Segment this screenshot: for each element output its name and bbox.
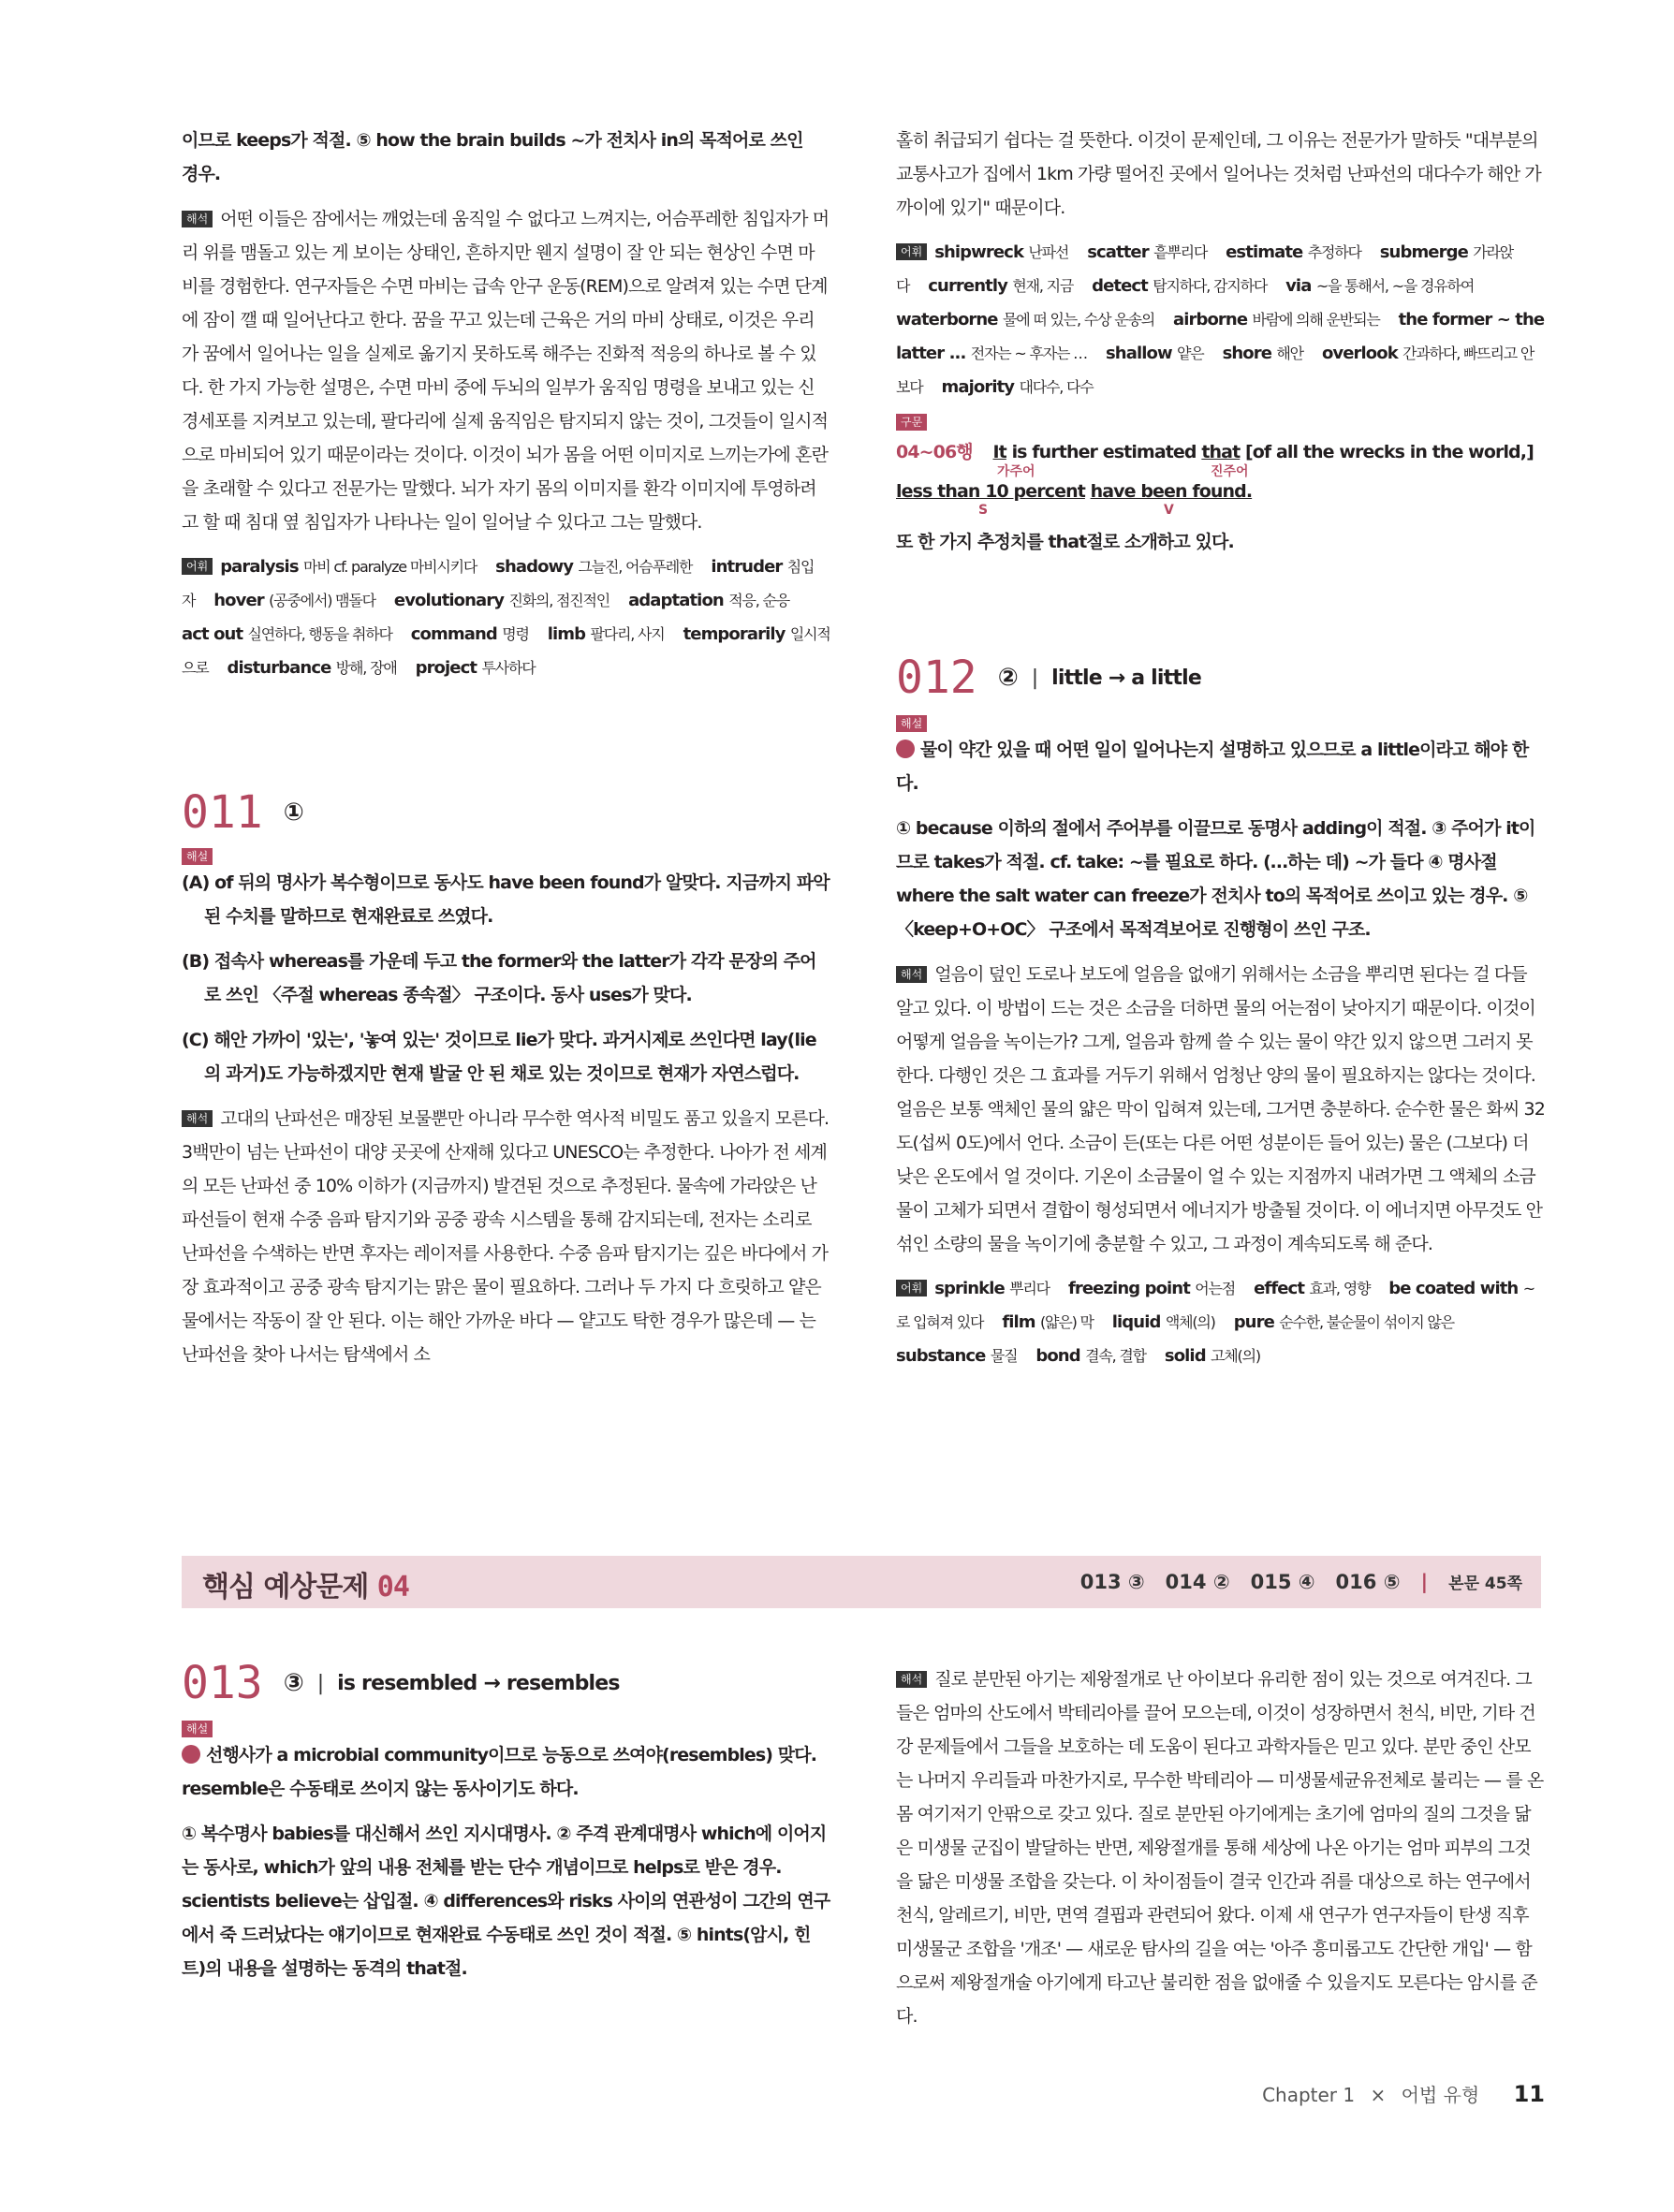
- banner-answers: [1060, 1570, 1522, 1593]
- question-number: 013: [182, 1657, 263, 1709]
- vocab-list: [896, 1272, 1545, 1373]
- vocab-meaning: 마비 cf. paralyze 마비시키다: [303, 558, 477, 576]
- vocab-word: majority: [941, 377, 1020, 397]
- vocab-word: overlook: [1321, 344, 1403, 363]
- vocab-word: the former ~ the latter ...: [896, 310, 1545, 363]
- translation-text: 얼음이 덮인 도로나 보도에 얼음을 없애기 위해서는 소금을 뿌리면 된다는 걸 다들 알고 있다. 이 방법이 드는 것은 소금을 더하면 물의 어는점이 낮아지기 때문이다. 이것이 어떻게 얼음을 녹이는가? 그게, 얼음과 함께 쓸 수 있는 물이 약간 있지 않으면 그러지 못한다. 다행인 것은 그 효과를 거두기 위해서 엄청난 양의 물이 필요하지는 않다는 것이다. 얼음은 보통 액체인 물의 얇은 막이 입혀져 있는데, 그거면 충분하다. 순수한 물은 화씨 32도(섭씨 0도)에서 언다. 소금이 든(또는 다른 어떤 성분이든 들어 있는) 물은 (그보다) 더 낮은 온도에서 얼 것이다. 기온이 소금물이 얼 수 있는 지점까지 내려가면 그 액체의 소금물이 고체가 되면서 결합이 형성되면서 에너지가 방출될 것이다. 이 에너지면 아무것도 안 섞인 소량의 물을 녹이기에 충분할 수 있고, 그 과정이 계속되도록 해 준다.: [896, 964, 1545, 1254]
- vocab-meaning: 결속, 결합: [1085, 1347, 1146, 1365]
- vocab-word: paralysis: [220, 557, 304, 577]
- vocab-word: shadowy: [495, 557, 579, 577]
- vocab-meaning: 얕은: [1177, 344, 1204, 362]
- vocab-meaning: 명령: [502, 625, 529, 643]
- grammar-verb-phrase: is further estimated: [1011, 442, 1197, 462]
- answer-mark: ③: [283, 1669, 304, 1697]
- question-header: 012 ② | little → a little: [896, 652, 1201, 704]
- vocab-meaning: 추정하다: [1307, 243, 1361, 261]
- vocab-word: effect: [1254, 1279, 1310, 1298]
- answer-circle-icon: [182, 1745, 200, 1764]
- vocab-word: project: [415, 658, 482, 678]
- grammar-verb: have been found.: [1090, 481, 1253, 502]
- vocab-meaning: 고체(의): [1211, 1347, 1260, 1365]
- vocab-word: pure: [1233, 1312, 1280, 1332]
- banner-answer-item: 015 ④: [1250, 1571, 1315, 1593]
- translation-text: 어떤 이들은 잠에서는 깨었는데 움직일 수 없다고 느껴지는, 어슴푸레한 침입자가 머리 위를 맴돌고 있는 게 보이는 상태인, 흔하지만 웬지 설명이 잘 안 되는 현상인 수면 마비를 경험한다. 연구자들은 수면 마비는 급속 안구 운동(REM)으로 알려져 있는 수면 단계에 잠이 깰 때 일어난다고 한다. 꿈을 꾸고 있는데 근육은 거의 마비 상태로, 이것은 우리가 꿈에서 일어나는 일을 실제로 옮기지 못하도록 해주는 진화적 적응의 하나로 볼 수 있다. 한 가지 가능한 설명은, 수면 마비 중에 두뇌의 일부가 움직임 명령을 보내고 있는 신경세포를 지켜보고 있는데, 팔다리에 실제 움직임은 탐지되지 않는 것이, 그것들이 일시적으로 마비되어 있기 때문이라는 것이다. 이것이 뇌가 몸을 어떤 이미지로 느끼는가에 혼란을 초래할 수 있다고 전문가는 말했다. 뇌가 자기 몸의 이미지를 환각 이미지에 투영하려고 할 때 침대 옆 침입자가 나타나는 일이 일어날 수 있다고 그는 말했다.: [182, 209, 830, 533]
- question-013-translation: [896, 1663, 1545, 2033]
- label-v: V: [1164, 503, 1174, 518]
- page-number: 11: [1513, 2081, 1545, 2107]
- question-012: [896, 650, 1545, 1373]
- vocab-word: submerge: [1379, 242, 1474, 262]
- vocab-meaning: 물질: [990, 1347, 1018, 1365]
- vocab-word: adaptation: [628, 591, 729, 610]
- vocab-meaning: 난파선: [1028, 243, 1069, 261]
- question-header: [182, 784, 830, 841]
- prev-explanation-line: 이므로 keeps가 적절. ⑤ how the brain builds ~가 전치사 in의 목적어로 쓰인: [182, 130, 803, 151]
- vocab-word: shallow: [1105, 344, 1178, 363]
- vocab-word: be coated with: [1388, 1279, 1523, 1298]
- translation-paragraph: [182, 202, 830, 539]
- translation-text: 고대의 난파선은 매장된 보물뿐만 아니라 무수한 역사적 비밀도 품고 있을지 모른다. 3백만이 넘는 난파선이 대양 곳곳에 산재해 있다고 UNESCO는 추정한다. 나아가 전 세계의 모든 난파선 중 10% 이하가 (지금까지) 발견된 것으로 추정된다. 물속에 가라앉은 난파선들이 현재 수중 음파 탐지기와 공중 광속 시스템을 통해 감지되는데, 전자는 소리로 난파선을 수색하는 반면 후자는 레이저를 사용한다. 수중 음파 탐지기는 깊은 바다에서 가장 효과적이고 공중 광속 탐지기는 맑은 물이 필요하다. 그러나 두 가지 다 흐릿하고 얕은 물에서는 작동이 잘 안 된다. 이는 해안 가까운 바다 — 얕고도 탁한 경우가 많은데 — 는 난파선을 찾아 나서는 탐색에서 소: [182, 1108, 830, 1365]
- correction: little → a little: [1051, 666, 1201, 690]
- translation-paragraph: [896, 1663, 1545, 2033]
- vocab-meaning: 실연하다, 행동을 취하다: [247, 625, 392, 643]
- explanation-tag: 해설: [182, 848, 213, 865]
- correction: is resembled → resembles: [337, 1671, 620, 1695]
- vocab-meaning: (얇은) 막: [1040, 1313, 1094, 1331]
- vocab-word: temporarily: [683, 624, 790, 644]
- answer-mark: ②: [997, 664, 1019, 692]
- vocab-word: act out: [182, 624, 248, 644]
- vocab-meaning: 적응, 순응: [728, 592, 789, 609]
- vocab-meaning: 방해, 장애: [335, 659, 397, 677]
- explanation-p2: ① 복수명사 babies를 대신해서 쓰인 지시대명사. ② 주격 관계대명사 which에 이어지는 동사로, which가 앞의 내용 전체를 받는 단수 개념이므로 helps로 받은 경우. scientists believe는 삽입절. ④ differences와 risks 사이의 연관성이 그간의 연구에서 죽 드러났다는 얘기이므로 현재완료 수동태로 쓰인 것이 적절. ⑤ hints(암시, 힌트)의 내용을 설명하는 동격의 that절.: [182, 1824, 830, 1979]
- vocab-meaning: 그늘진, 어슴푸레한: [578, 558, 693, 576]
- question-number: 012: [896, 652, 977, 704]
- vocab-list: [182, 550, 830, 685]
- explanation-tag: 해설: [896, 715, 927, 732]
- grammar-bracket-phrase: [of all the wrecks in the world,]: [1244, 442, 1534, 462]
- question-013: [182, 1655, 830, 1985]
- explanation-b: (B) 접속사 whereas를 가운데 두고 the former와 the latter가 각각 문장의 주어로 쓰인 〈주절 whereas 종속절〉 구조이다. 동사 uses가 맞다.: [182, 951, 816, 1005]
- vocab-list: [896, 236, 1545, 404]
- grammar-lines: 04~06행: [896, 442, 973, 462]
- page-footer: [1262, 2080, 1545, 2107]
- banner-answer-item: 013 ③: [1079, 1571, 1145, 1593]
- vocab-word: evolutionary: [393, 591, 509, 610]
- grammar-note: 또 한 가지 추정치를 that절로 소개하고 있다.: [896, 532, 1234, 552]
- vocab-meaning: 액체(의): [1165, 1313, 1215, 1331]
- question-011: [182, 784, 830, 1371]
- vocab-meaning: 전자는 ~ 후자는 …: [970, 344, 1087, 362]
- vocab-meaning: ~을 통해서, ~을 경유하여: [1315, 277, 1475, 295]
- translation-paragraph: [896, 958, 1545, 1261]
- right-top-block: [896, 124, 1545, 559]
- vocab-meaning: 진화의, 점진적인: [508, 592, 610, 609]
- vocab-word: intruder: [711, 557, 787, 577]
- vocab-word: limb: [547, 624, 591, 644]
- grammar-subject-phrase: less than 10 percent: [896, 481, 1085, 502]
- footer-chapter: Chapter 1: [1262, 2084, 1356, 2106]
- vocab-meaning: 일시적으로: [182, 625, 830, 677]
- translation-tag: 해석: [896, 1671, 927, 1688]
- question-header: 013 ③ | is resembled → resembles: [182, 1657, 620, 1709]
- footer-section: 어법 유형: [1401, 2084, 1480, 2106]
- vocab-word: hover: [213, 591, 270, 610]
- banner-separator: |: [1420, 1571, 1429, 1593]
- prev-explanation-end: 경우.: [182, 164, 221, 184]
- footer-separator: ×: [1370, 2084, 1387, 2106]
- vocab-meaning: 물에 떠 있는, 수상 운송의: [1002, 311, 1154, 329]
- question-number: 011: [182, 786, 263, 839]
- vocab-meaning: ~로 입혀져 있다: [896, 1280, 1534, 1331]
- vocab-meaning: 침입자: [182, 558, 815, 609]
- left-top-block: [182, 124, 830, 685]
- vocab-meaning: 가라앉다: [896, 243, 1514, 295]
- vocab-meaning: 효과, 영향: [1309, 1280, 1371, 1297]
- vocab-word: scatter: [1087, 242, 1154, 262]
- vocab-word: liquid: [1111, 1312, 1166, 1332]
- banner-page-ref: 본문 45쪽: [1448, 1575, 1522, 1593]
- vocab-word: airborne: [1172, 310, 1253, 330]
- vocab-meaning: 어는점: [1195, 1280, 1236, 1297]
- vocab-word: freezing point: [1067, 1279, 1196, 1298]
- vocab-meaning: 탐지하다, 감지하다: [1153, 277, 1268, 295]
- translation-tag: 해석: [182, 1110, 213, 1127]
- vocab-meaning: 투사하다: [481, 659, 536, 677]
- label-dummy-subject: 가주어: [997, 464, 1035, 479]
- vocab-word: disturbance: [227, 658, 336, 678]
- explanation-p2: ① because 이하의 절에서 주어부를 이끌므로 동명사 adding이 적절. ③ 주어가 it이므로 takes가 적절. cf. take: ~를 필요로 하다. (…하는 데) ~가 들다 ④ 명사절 where the salt water can freeze가 전치사 to의 목적어로 쓰이고 있는 경우. ⑤ 〈keep+O+OC〉 구조에서 목적격보어로 진행형이 쓰인 구조.: [896, 818, 1535, 940]
- banner-number: 04: [376, 1571, 409, 1604]
- section-banner: [182, 1556, 1541, 1608]
- vocab-word: sprinkle: [934, 1279, 1010, 1298]
- vocab-word: waterborne: [896, 310, 1003, 330]
- vocab-word: currently: [928, 276, 1013, 296]
- vocab-word: detect: [1092, 276, 1153, 296]
- explanation-tag: 해설: [182, 1721, 213, 1737]
- vocab-meaning: 팔다리, 사지: [590, 625, 665, 643]
- grammar-real-subject: that: [1201, 442, 1241, 462]
- vocab-meaning: 해안: [1276, 344, 1303, 362]
- translation-tag: 해석: [896, 966, 927, 983]
- vocab-word: substance: [896, 1346, 991, 1366]
- vocab-meaning: 대다수, 다수: [1019, 378, 1094, 396]
- label-s: S: [978, 503, 989, 518]
- vocab-meaning: (공중에서) 맴돌다: [269, 592, 375, 609]
- grammar-dummy-subject: It: [992, 442, 1006, 462]
- grammar-tag: 구문: [896, 414, 927, 431]
- vocab-word: estimate: [1226, 242, 1308, 262]
- label-real-subject: 진주어: [1211, 464, 1249, 479]
- banner-answer-item: 016 ⑤: [1335, 1571, 1401, 1593]
- answer-circle-icon: [896, 740, 915, 758]
- vocab-word: shore: [1222, 344, 1277, 363]
- explanation-a: (A) of 뒤의 명사가 복수형이므로 동사도 have been found가 알맞다. 지금까지 파악된 수치를 말하므로 현재완료로 쓰였다.: [182, 872, 830, 927]
- answer-mark: ①: [283, 798, 304, 827]
- vocab-meaning: 순수한, 불순물이 섞이지 않은: [1279, 1313, 1454, 1331]
- vocab-word: shipwreck: [934, 242, 1029, 262]
- grammar-box: [896, 414, 1545, 559]
- vocab-meaning: 간과하다, 빠뜨리고 안 보다: [896, 344, 1534, 396]
- vocab-meaning: 현재, 지금: [1012, 277, 1074, 295]
- explanation-p1: 선행사가 a microbial community이므로 능동으로 쓰여야(resembles) 맞다. resemble은 수동태로 쓰이지 않는 동사이기도 하다.: [182, 1745, 817, 1799]
- vocab-word: solid: [1164, 1346, 1211, 1366]
- banner-answer-item: 014 ②: [1165, 1571, 1230, 1593]
- grammar-sentence: [896, 435, 1545, 525]
- translation-continued: 홀히 취급되기 쉽다는 걸 뜻한다. 이것이 문제인데, 그 이유는 전문가가 말하듯 "대부분의 교통사고가 집에서 1km 가량 떨어진 곳에서 일어나는 것처럼 난파선의 대다수가 해안 가까이에 있기" 때문이다.: [896, 130, 1541, 218]
- vocab-meaning: 흩뿌리다: [1153, 243, 1208, 261]
- vocab-meaning: 바람에 의해 운반되는: [1252, 311, 1380, 329]
- vocab-word: via: [1285, 276, 1316, 296]
- vocab-tag: 어휘: [896, 1280, 927, 1296]
- explanation-c: (C) 해안 가까이 '있는', '놓여 있는' 것이므로 lie가 맞다. 과거시제로 쓰인다면 lay(lie의 과거)도 가능하겠지만 현재 발굴 안 된 채로 있는 것이므로 현재가 자연스럽다.: [182, 1030, 816, 1084]
- vocab-word: film: [1002, 1312, 1041, 1332]
- translation-paragraph: [182, 1102, 830, 1371]
- vocab-meaning: 뿌리다: [1009, 1280, 1050, 1297]
- vocab-word: bond: [1035, 1346, 1086, 1366]
- translation-text: 질로 분만된 아기는 제왕절개로 난 아이보다 유리한 점이 있는 것으로 여겨진다. 그들은 엄마의 산도에서 박테리아를 끌어 모으는데, 이것이 성장하면서 천식, 비만, 기타 건강 문제들에서 그들을 보호하는 데 도움이 된다고 과학자들은 믿고 있다. 분만 중인 산모는 나머지 우리들과 마찬가지로, 무수한 박테리아 — 미생물세균유전체로 불리는 — 를 온몸 여기저기 안팎으로 갖고 있다. 질로 분만된 아기에게는 초기에 엄마의 질의 그것을 닮은 미생물 군집이 발달하는 반면, 제왕절개를 통해 세상에 나온 아기는 엄마 피부의 그것을 닮은 미생물 조합을 갖는다. 이 차이점들이 결국 인간과 쥐를 대상으로 하는 연구에서 천식, 알레르기, 비만, 면역 결핍과 관련되어 왔다. 이제 새 연구가 연구자들이 탄생 직후 미생물군 조합을 '개조' — 새로운 탐사의 길을 여는 '아주 흥미롭고도 간단한 개입' — 함으로써 제왕절개술 아기에게 타고난 불리한 점을 없애줄 수 있을지도 모른다는 암시를 준다.: [896, 1669, 1544, 2027]
- vocab-word: command: [410, 624, 503, 644]
- banner-title: 핵심 예상문제 04: [202, 1571, 409, 1604]
- translation-tag: 해석: [182, 211, 213, 227]
- vocab-tag: 어휘: [896, 243, 927, 260]
- explanation-p1: 물이 약간 있을 때 어떤 일이 일어나는지 설명하고 있으므로 a little이라고 해야 한다.: [896, 740, 1529, 794]
- vocab-tag: 어휘: [182, 558, 213, 575]
